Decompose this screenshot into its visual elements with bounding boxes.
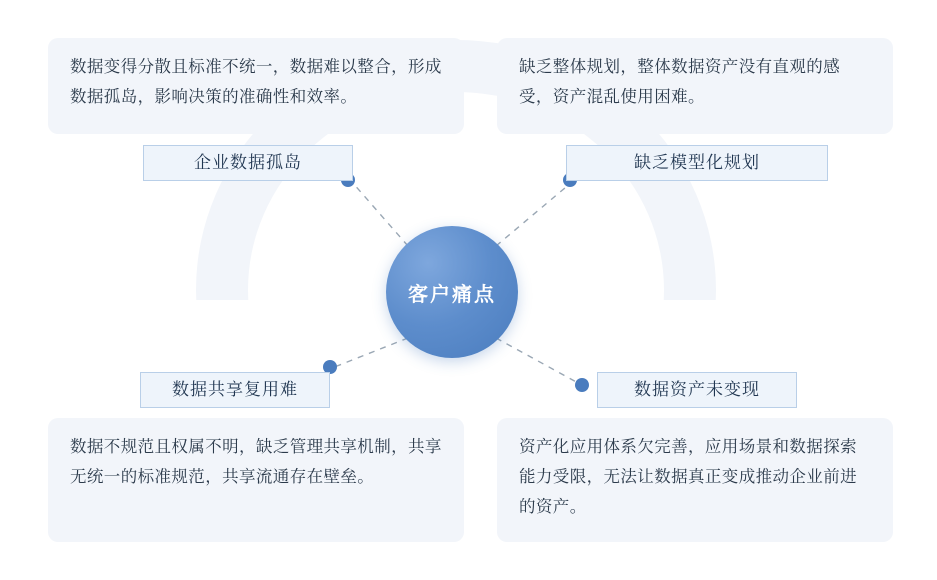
node-top-right-description: 缺乏整体规划，整体数据资产没有直观的感受，资产混乱使用困难。	[497, 38, 893, 134]
node-top-left-title: 企业数据孤岛	[143, 145, 353, 181]
center-hub-label: 客户痛点	[408, 283, 496, 306]
node-top-right	[497, 38, 893, 181]
connector-top-right	[496, 182, 572, 246]
node-bottom-right	[497, 372, 893, 542]
center-hub	[386, 226, 518, 358]
node-bottom-left-title: 数据共享复用难	[140, 372, 330, 408]
node-bottom-right-title: 数据资产未变现	[597, 372, 797, 408]
node-top-right-title: 缺乏模型化规划	[566, 145, 828, 181]
connector-top-left	[352, 182, 408, 246]
node-bottom-left-description: 数据不规范且权属不明，缺乏管理共享机制，共享无统一的标准规范，共享流通存在壁垒。	[48, 418, 464, 542]
node-top-left	[48, 38, 464, 181]
node-bottom-left	[48, 372, 464, 542]
node-top-left-description: 数据变得分散且标准不统一，数据难以整合，形成数据孤岛，影响决策的准确性和效率。	[48, 38, 464, 134]
node-bottom-right-description: 资产化应用体系欠完善，应用场景和数据探索能力受限，无法让数据真正变成推动企业前进的资产。	[497, 418, 893, 542]
connector-bottom-left	[332, 338, 408, 368]
